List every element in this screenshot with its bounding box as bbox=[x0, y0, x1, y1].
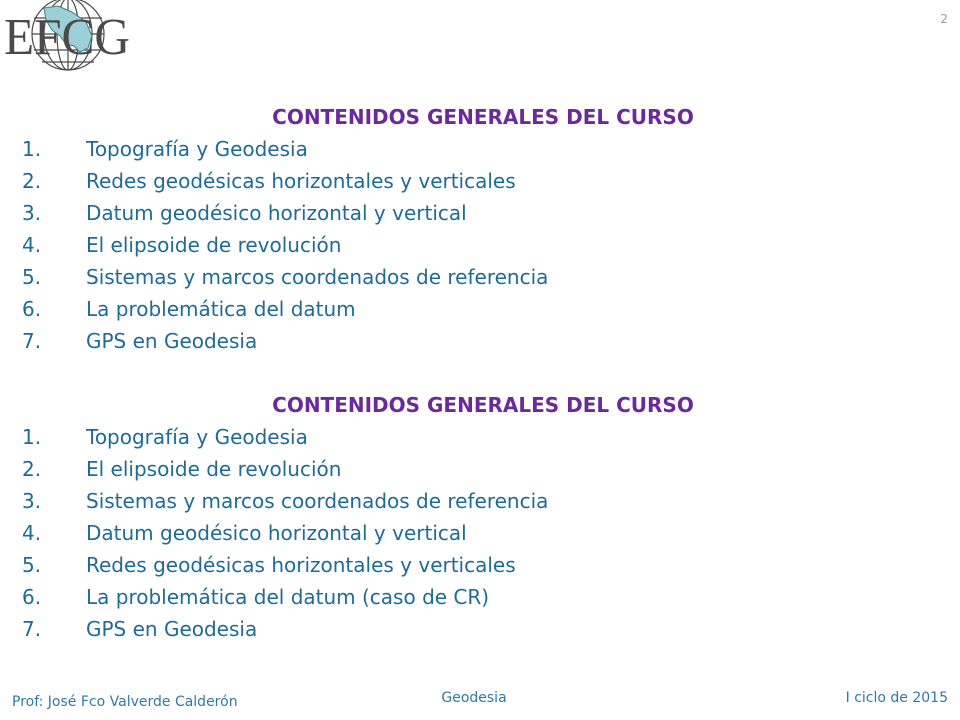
list-item-number: 5. bbox=[22, 553, 42, 577]
footer-term: I ciclo de 2015 bbox=[845, 690, 948, 706]
list-item-text: Redes geodésicas horizontales y verticales bbox=[86, 553, 516, 577]
section-1-title: CONTENIDOS GENERALES DEL CURSO bbox=[272, 105, 694, 129]
list-item-number: 7. bbox=[22, 329, 42, 353]
list-item-text: Redes geodésicas horizontales y verticales bbox=[86, 169, 516, 193]
list-item-number: 3. bbox=[22, 489, 42, 513]
list-item-number: 4. bbox=[22, 233, 42, 257]
list-item-number: 4. bbox=[22, 521, 42, 545]
list-item bbox=[22, 293, 356, 325]
list-item bbox=[22, 517, 467, 549]
list-item-text: La problemática del datum bbox=[86, 297, 356, 321]
list-item-number: 6. bbox=[22, 297, 42, 321]
list-item bbox=[22, 421, 308, 453]
list-item-text: El elipsoide de revolución bbox=[86, 457, 342, 481]
list-item bbox=[22, 165, 516, 197]
list-item-text: La problemática del datum (caso de CR) bbox=[86, 585, 490, 609]
list-item-number: 1. bbox=[22, 425, 42, 449]
list-item-number: 1. bbox=[22, 137, 42, 161]
list-item-text: Datum geodésico horizontal y vertical bbox=[86, 201, 467, 225]
list-item bbox=[22, 261, 548, 293]
list-item bbox=[22, 613, 257, 645]
list-item bbox=[22, 581, 489, 613]
list-item bbox=[22, 197, 467, 229]
list-item bbox=[22, 229, 341, 261]
list-item-text: Topografía y Geodesia bbox=[86, 425, 308, 449]
list-item bbox=[22, 485, 548, 517]
list-item-number: 3. bbox=[22, 201, 42, 225]
list-item-text: GPS en Geodesia bbox=[86, 617, 258, 641]
slide-number: 2 bbox=[940, 12, 948, 26]
list-item-text: El elipsoide de revolución bbox=[86, 233, 342, 257]
list-item-number: 7. bbox=[22, 617, 42, 641]
list-item bbox=[22, 133, 308, 165]
list-item-text: Topografía y Geodesia bbox=[86, 137, 308, 161]
list-item-number: 6. bbox=[22, 585, 42, 609]
list-item-number: 2. bbox=[22, 169, 42, 193]
list-item-text: Sistemas y marcos coordenados de referencia bbox=[86, 489, 549, 513]
globe-map-logo-icon bbox=[0, 0, 135, 80]
footer-course: Geodesia bbox=[441, 690, 507, 706]
list-item bbox=[22, 325, 257, 357]
list-item-number: 5. bbox=[22, 265, 42, 289]
logo-lettering: EFCG bbox=[4, 9, 130, 66]
section-2-title: CONTENIDOS GENERALES DEL CURSO bbox=[272, 393, 694, 417]
list-item-text: GPS en Geodesia bbox=[86, 329, 258, 353]
list-item-text: Datum geodésico horizontal y vertical bbox=[86, 521, 467, 545]
list-item-text: Sistemas y marcos coordenados de referencia bbox=[86, 265, 549, 289]
footer-author: Prof: José Fco Valverde Calderón bbox=[12, 694, 238, 710]
list-item-number: 2. bbox=[22, 457, 42, 481]
efcg-logo bbox=[0, 0, 135, 80]
list-item bbox=[22, 549, 516, 581]
list-item bbox=[22, 453, 341, 485]
